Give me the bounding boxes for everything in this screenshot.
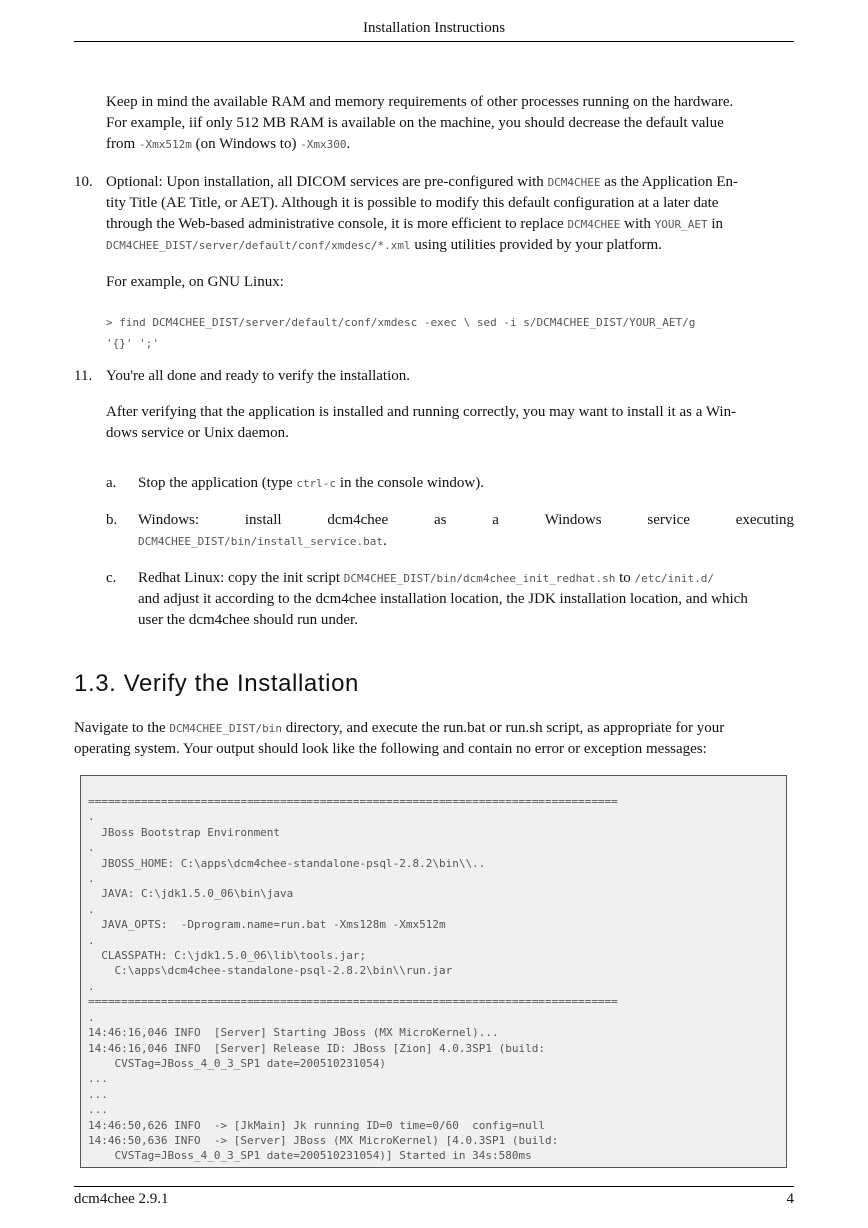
console-line: . <box>88 872 95 886</box>
console-line: JBOSS_HOME: C:\apps\dcm4chee-standalone-psql-2.8.2\bin\\.. <box>88 856 486 870</box>
running-footer <box>74 1186 794 1210</box>
text-run: Redhat Linux: copy the init script <box>138 570 344 586</box>
text-run: through the Web-based administrative console, it is more efficient to replace <box>106 216 568 232</box>
text-run: to <box>615 570 635 586</box>
item11-text: You're all done and ready to verify the installation. <box>106 368 411 384</box>
code-init-d: /etc/init.d/ <box>634 572 714 585</box>
console-line: ================================================================================ <box>88 795 618 808</box>
text-run: . <box>383 533 387 549</box>
item-number-11: 11. <box>74 368 93 384</box>
command-line: > find DCM4CHEE_DIST/server/default/conf/xmdesc -exec \ sed -i s/DCM4CHEE_DIST/YOUR_AET/g <box>106 316 696 329</box>
console-line: . <box>88 902 95 916</box>
console-line: ... <box>88 1103 108 1117</box>
sub-marker-a: a. <box>106 475 117 491</box>
text-run: . <box>346 136 351 152</box>
code-dcm4chee: DCM4CHEE <box>547 176 601 189</box>
text-run: from <box>106 136 139 152</box>
sub-item-a <box>138 473 794 494</box>
text-run: Navigate to the <box>74 720 170 736</box>
header-title: Installation Instructions <box>362 20 506 36</box>
text-line <box>106 235 794 256</box>
text-line: tity Title (AE Title, or AET). Although it is possible to modify this default configuration at a later date <box>106 195 719 211</box>
word: a <box>492 512 499 528</box>
code-xmx512m: -Xmx512m <box>138 138 192 151</box>
text-line <box>74 718 794 739</box>
justified-line <box>138 510 794 531</box>
console-line: . <box>88 841 95 855</box>
console-line: . <box>88 933 95 947</box>
word: dcm4chee <box>327 512 389 528</box>
code-your-aet: YOUR_AET <box>654 218 708 231</box>
text-line <box>138 531 794 552</box>
word: install <box>244 512 282 528</box>
word: Windows: <box>138 512 200 528</box>
code-xmx300: -Xmx300 <box>300 138 347 151</box>
word: Windows <box>544 512 602 528</box>
text-line <box>106 172 794 193</box>
text-run: in the console window). <box>336 475 484 491</box>
section-heading: 1.3. Verify the Installation <box>74 670 359 697</box>
text-run: using utilities provided by your platform. <box>410 237 662 253</box>
text-run: directory, and execute the run.bat or run.sh script, as appropriate for your <box>281 720 725 736</box>
text-run: as the Application En- <box>600 174 739 190</box>
text-line <box>138 568 794 589</box>
text-run: (on Windows to) <box>191 136 301 152</box>
example-label: For example, on GNU Linux: <box>106 274 284 290</box>
text-line <box>106 134 794 155</box>
text-line: and adjust it according to the dcm4chee installation location, the JDK installation location, and which <box>138 591 748 607</box>
sub-marker-c: c. <box>106 570 117 586</box>
console-line: ================================================================================ <box>88 995 618 1009</box>
console-line: CVSTag=JBoss_4_0_3_SP1 date=200510231054)] Started in 34s:580ms <box>88 1149 532 1163</box>
text-run: in <box>707 216 723 232</box>
console-line: 14:46:16,046 INFO [Server] Starting JBoss (MX MicroKernel)... <box>88 1026 499 1040</box>
code-install-service: DCM4CHEE_DIST/bin/install_service.bat <box>138 535 384 548</box>
console-line: ... <box>88 1072 108 1086</box>
text-line <box>106 214 794 235</box>
console-line: 14:46:16,046 INFO [Server] Release ID: JBoss [Zion] 4.0.3SP1 (build: <box>88 1041 545 1055</box>
word: service <box>647 512 690 528</box>
item-number-10: 10. <box>74 174 93 190</box>
console-line: ... <box>88 1087 108 1101</box>
text-line: dows service or Unix daemon. <box>106 425 289 441</box>
console-line: JAVA_OPTS: -Dprogram.name=run.bat -Xms128m -Xmx512m <box>88 918 446 932</box>
word: executing <box>735 512 794 528</box>
code-init-script: DCM4CHEE_DIST/bin/dcm4chee_init_redhat.sh <box>343 572 616 585</box>
console-line: CVSTag=JBoss_4_0_3_SP1 date=200510231054) <box>88 1056 387 1070</box>
console-line: . <box>88 1010 95 1024</box>
code-xmdesc-path: DCM4CHEE_DIST/server/default/conf/xmdesc/*.xml <box>106 239 411 252</box>
code-dcm4chee: DCM4CHEE <box>567 218 621 231</box>
console-line: 14:46:50,636 INFO -> [Server] JBoss (MX MicroKernel) [4.0.3SP1 (build: <box>88 1133 559 1147</box>
console-line: JBoss Bootstrap Environment <box>88 825 281 839</box>
text-line: user the dcm4chee should run under. <box>138 612 358 628</box>
text-run: Optional: Upon installation, all DICOM services are pre-configured with <box>106 174 548 190</box>
command-line: '{}' ';' <box>106 337 159 350</box>
console-line: 14:46:50,626 INFO -> [JkMain] Jk running ID=0 time=0/60 config=null <box>88 1118 545 1132</box>
sub-marker-b: b. <box>106 512 118 528</box>
sub-item-b <box>138 510 794 552</box>
sub-item-c <box>138 568 794 631</box>
item11-after-paragraph <box>106 402 794 444</box>
text-run: with <box>620 216 655 232</box>
item9-continuation <box>106 92 794 155</box>
code-dist-bin: DCM4CHEE_DIST/bin <box>169 722 282 735</box>
text-run: Stop the application (type <box>138 475 297 491</box>
footer-product: dcm4chee 2.9.1 <box>74 1191 169 1207</box>
code-ctrl-c: ctrl-c <box>296 477 337 490</box>
console-line: CLASSPATH: C:\jdk1.5.0_06\lib\tools.jar; <box>88 949 367 963</box>
text-line: For example, iif only 512 MB RAM is available on the machine, you should decrease the default value <box>106 115 724 131</box>
page-number: 4 <box>786 1191 794 1207</box>
text-line: operating system. Your output should look like the following and contain no error or exception messages: <box>74 741 707 757</box>
text-line: After verifying that the application is installed and running correctly, you may want to install it as a Win- <box>106 404 737 420</box>
console-output <box>88 794 618 1164</box>
text-line: Keep in mind the available RAM and memory requirements of other processes running on the hardware. <box>106 94 734 110</box>
section-paragraph <box>74 718 794 760</box>
word: as <box>433 512 447 528</box>
console-line: . <box>88 979 95 993</box>
console-output-box <box>80 775 787 1168</box>
running-header <box>74 17 794 42</box>
item10-text <box>106 172 794 256</box>
console-line: . <box>88 810 95 824</box>
console-line: C:\apps\dcm4chee-standalone-psql-2.8.2\bin\\run.jar <box>88 964 453 978</box>
console-line: JAVA: C:\jdk1.5.0_06\bin\java <box>88 887 294 901</box>
